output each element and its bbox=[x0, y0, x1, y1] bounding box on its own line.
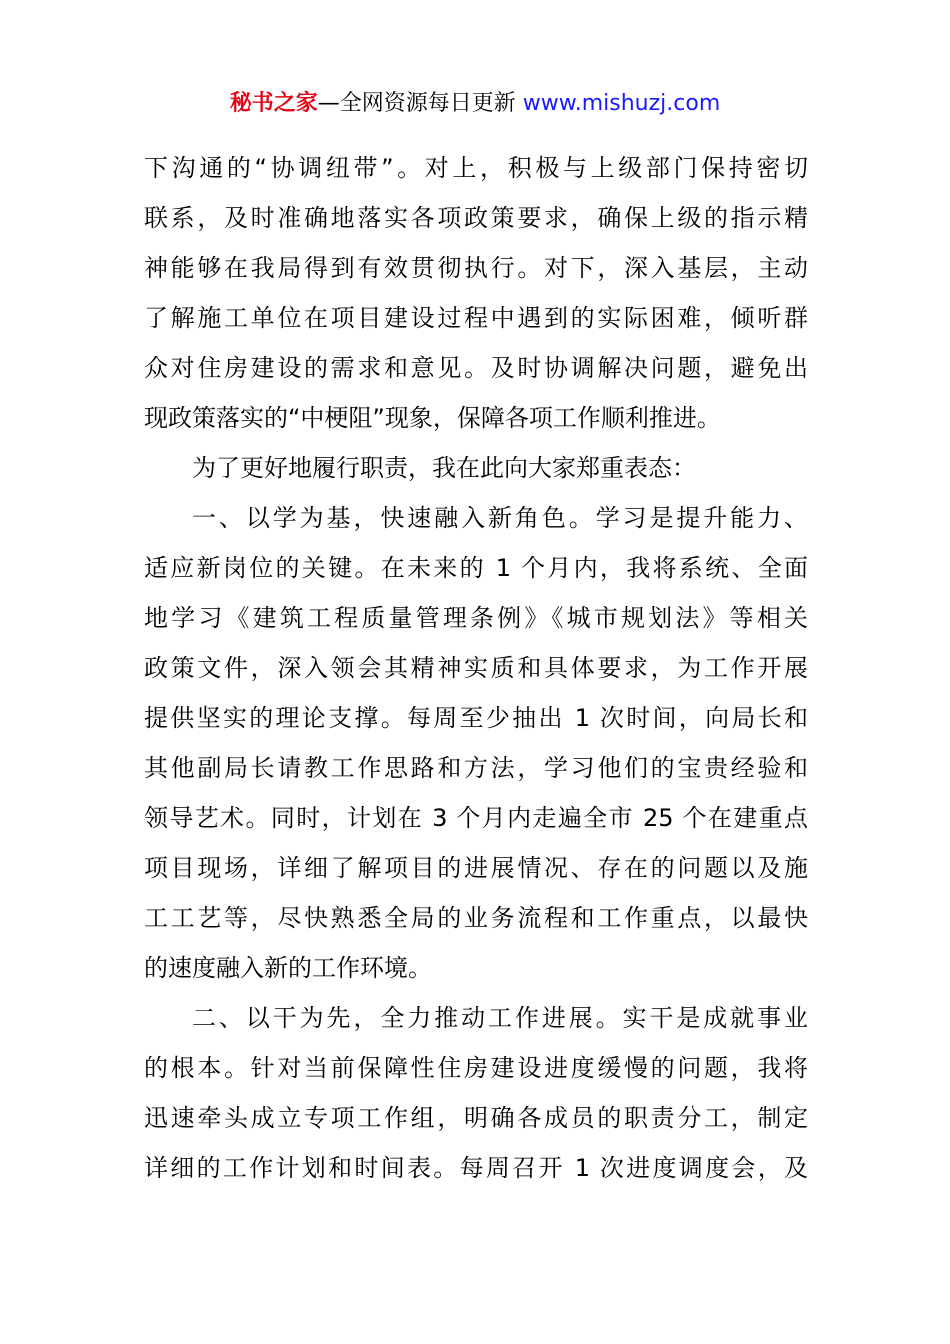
text-line: 联系，及时准确地落实各项政策要求，确保上级的指示精 bbox=[144, 204, 808, 232]
text-line: 其他副局长请教工作思路和方法，学习他们的宝贵经验和 bbox=[144, 754, 808, 782]
brand-name: 秘书之家 bbox=[229, 91, 318, 116]
paragraph-start: 一、以学为基，快速融入新角色。学习是提升能力、 bbox=[192, 504, 808, 532]
text-line: 现政策落实的“中梗阻”现象，保障各项工作顺利推进。 bbox=[144, 404, 721, 432]
text-line: 地学习《建筑工程质量管理条例》《城市规划法》等相关 bbox=[144, 604, 808, 632]
text-line: 迅速牵头成立专项工作组，明确各成员的职责分工，制定 bbox=[144, 1104, 808, 1132]
page-header bbox=[0, 88, 950, 120]
paragraph-start: 二、以干为先，全力推动工作进展。实干是成就事业 bbox=[192, 1004, 808, 1032]
paragraph-start: 为了更好地履行职责，我在此向大家郑重表态： bbox=[192, 454, 696, 482]
text-line: 工工艺等，尽快熟悉全局的业务流程和工作重点，以最快 bbox=[144, 904, 808, 932]
text-line: 的速度融入新的工作环境。 bbox=[144, 954, 432, 982]
text-line: 提供坚实的理论支撑。每周至少抽出 1 次时间，向局长和 bbox=[144, 704, 808, 732]
text-line: 下沟通的“协调纽带”。对上，积极与上级部门保持密切 bbox=[144, 154, 808, 182]
text-line: 政策文件，深入领会其精神实质和具体要求，为工作开展 bbox=[144, 654, 808, 682]
text-line: 众对住房建设的需求和意见。及时协调解决问题，避免出 bbox=[144, 354, 808, 382]
text-line: 的根本。针对当前保障性住房建设进度缓慢的问题，我将 bbox=[144, 1054, 808, 1082]
text-line: 神能够在我局得到有效贯彻执行。对下，深入基层，主动 bbox=[144, 254, 808, 282]
header-tagline: —全网资源每日更新 bbox=[317, 91, 516, 116]
text-line: 了解施工单位在项目建设过程中遇到的实际困难，倾听群 bbox=[144, 304, 808, 332]
header-url[interactable]: www.mishuzj.com bbox=[522, 91, 721, 116]
text-line: 适应新岗位的关键。在未来的 1 个月内，我将系统、全面 bbox=[144, 554, 808, 582]
document-body bbox=[144, 143, 808, 1193]
text-line: 领导艺术。同时，计划在 3 个月内走遍全市 25 个在建重点 bbox=[144, 804, 808, 832]
text-line: 项目现场，详细了解项目的进展情况、存在的问题以及施 bbox=[144, 854, 808, 882]
text-line: 详细的工作计划和时间表。每周召开 1 次进度调度会，及 bbox=[144, 1154, 808, 1182]
